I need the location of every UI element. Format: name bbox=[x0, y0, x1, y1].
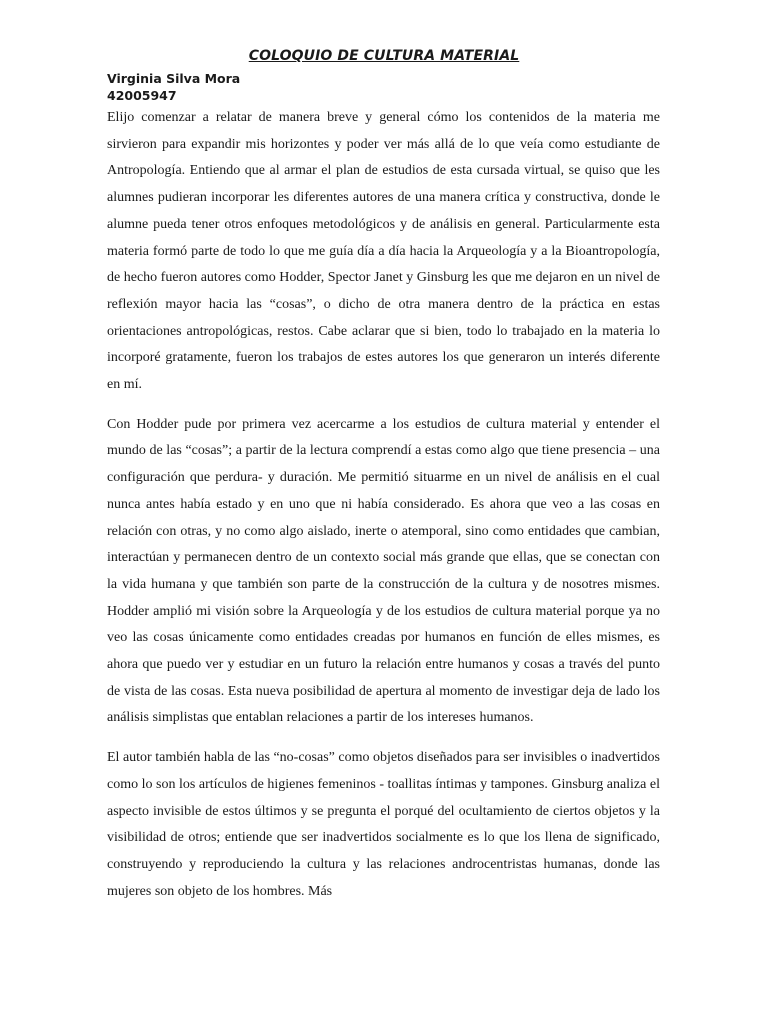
author-name: Virginia Silva Mora bbox=[107, 71, 241, 86]
document-body bbox=[107, 105, 660, 918]
paragraph: Elijo comenzar a relatar de manera breve y general cómo los contenidos de la materia me sirvieron para expandir mis horizontes y poder ver más allá de lo que veía como estudiante de Antropología. Entiendo que al armar el plan de estudios de esta cursada virtual, se quiso que les alumnes pudieran incorporar les diferentes autores de una manera crítica y constructiva, donde le alumne pueda tener otros enfoques metodológicos y de análisis en general. Particularmente esta materia formó parte de todo lo que me guía día a día hacia la Arqueología y a la Bioantropología, de hecho fueron autores como Hodder, Spector Janet y Ginsburg les que me dejaron en un nivel de reflexión mayor hacia las “cosas”, o dicho de otra manera dentro de la práctica en estas orientaciones antropológicas, restos. Cabe aclarar que si bien, todo lo trabajado en la materia lo incorporé gratamente, fueron los trabajos de estes autores los que generaron un interés diferente en mí. bbox=[107, 110, 660, 393]
author-id: 42005947 bbox=[107, 88, 177, 103]
document-title: COLOQUIO DE CULTURA MATERIAL bbox=[248, 48, 520, 64]
paragraph: El autor también habla de las “no-cosas” como objetos diseñados para ser invisibles o inadvertidos como lo son los artículos de higienes femeninos - toallitas íntimas y tampones. Ginsburg analiza el aspecto invisible de estos últimos y se pregunta el porqué del ocultamiento de ciertos objetos y la visibilidad de otros; entiende que ser inadvertidos socialmente es lo que los llena de significado, construyendo y reproduciendo la cultura y las relaciones androcentristas humanas, donde las mujeres son objeto de los hombres. Más bbox=[107, 750, 660, 899]
author-block bbox=[107, 70, 240, 104]
paragraph: Con Hodder pude por primera vez acercarme a los estudios de cultura material y entender el mundo de las “cosas”; a partir de la lectura comprendí a estas como algo que tiene presencia – una configuración que perdura- y duración. Me permitió situarme en un nivel de análisis en el cual nunca antes había estado y en uno que ni había considerado. Es ahora que veo a las cosas en relación con otras, y no como algo aislado, inerte o atemporal, sino como entidades que cambian, interactúan y permanecen dentro de un contexto social más grande que ellas, que se conectan con la vida humana y que también son parte de la construcción de la cultura y de nosotres mismes. Hodder amplió mi visión sobre la Arqueología y de los estudios de cultura material porque ya no veo las cosas únicamente como entidades creadas por humanos en función de elles mismes, es ahora que puedo ver y estudiar en un futuro la relación entre humanos y cosas a través del punto de vista de las cosas. Esta nueva posibilidad de apertura al momento de investigar deja de lado los análisis simplistas que entablan relaciones a partir de los intereses humanos. bbox=[107, 416, 660, 726]
